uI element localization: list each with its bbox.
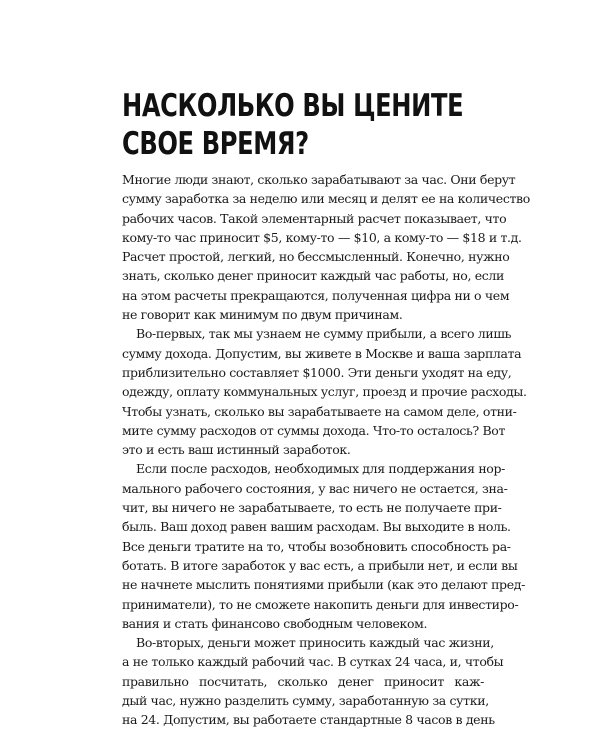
text-line: мального рабочего состояния, у вас ничего не остается, зна- [122,480,508,496]
text-line: рабочих часов. Такой элементарный расчет показывает, что [122,210,507,226]
text-line: сумму заработка за неделю или месяц и делят ее на количество [122,191,530,207]
text-line: мите сумму расходов от суммы дохода. Что-то осталось? Вот [122,422,506,438]
text-line: вания и стать финансово свободным человеком. [122,615,428,631]
text-line: а не только каждый рабочий час. В сутках 24 часа, и, чтобы [122,654,504,670]
paragraph-4 [122,633,504,729]
text-line: не начнете мыслить понятиями прибыли (как это делают пред- [122,577,525,593]
paragraph-3 [122,459,525,633]
text-line: на 24. Допустим, вы работаете стандартные 8 часов в день [122,712,495,728]
text-line: правильно посчитать, сколько денег приносит каж- [122,673,484,689]
text-line: сумму дохода. Допустим, вы живете в Москве и ваша зарплата [122,345,522,361]
text-line: Чтобы узнать, сколько вы зарабатываете на самом деле, отни- [122,403,517,419]
text-line: на этом расчеты прекращаются, полученная цифра ни о чем [122,287,510,303]
text-line: кому-то час приносит $5, кому-то — $10, а кому-то — $18 и т.д. [122,229,522,245]
text-line: чит, вы ничего не зарабатываете, то есть не получаете при- [122,500,502,516]
text-line: Во-первых, так мы узнаем не сумму прибыли, а всего лишь [136,326,512,342]
text-line: приблизительно составляет $1000. Эти деньги уходят на еду, [122,364,512,380]
text-line: Во-вторых, деньги может приносить каждый час жизни, [136,635,494,651]
text-line: одежду, оплату коммунальных услуг, проезд и прочие расходы. [122,384,527,400]
paragraph-2 [122,324,527,459]
text-line: Многие люди знают, сколько зарабатывают за час. Они берут [122,172,516,187]
chapter-title-line-1: НАСКОЛЬКО ВЫ ЦЕНИТЕ [122,88,464,124]
paragraph-1 [122,170,530,324]
text-line: дый час, нужно разделить сумму, заработанную за сутки, [122,693,489,709]
chapter-title [122,87,464,163]
text-line: знать, сколько денег приносит каждый час работы, но, если [122,268,504,284]
text-line: Все деньги тратите на то, чтобы возобновить способность ра- [122,538,511,554]
text-line: приниматели), то не сможете накопить деньги для инвестиро- [122,596,519,612]
text-line: ботать. В итоге заработок у вас есть, а прибыли нет, и если вы [122,557,518,573]
text-line: это и есть ваш истинный заработок. [122,442,351,458]
text-line: не говорит как минимум по двум причинам. [122,307,403,323]
body-text [122,170,530,730]
text-line: Расчет простой, легкий, но бессмысленный. Конечно, нужно [122,249,510,265]
chapter-title-line-2: СВОЕ ВРЕМЯ? [122,126,309,162]
text-line: быль. Ваш доход равен вашим расходам. Вы выходите в ноль. [122,519,511,535]
text-line: Если после расходов, необходимых для поддержания нор- [136,461,506,477]
